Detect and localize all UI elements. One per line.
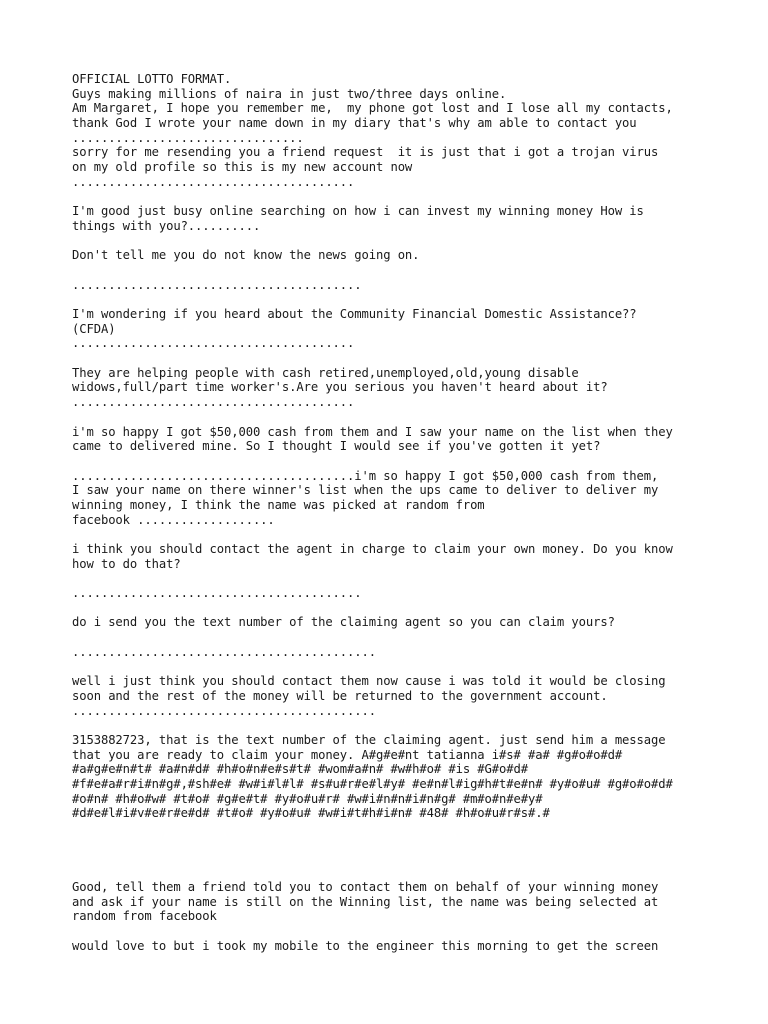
text-line: Guys making millions of naira in just two/three days online. — [72, 86, 507, 101]
text-line: I'm good just busy online searching on how i can invest my winning money How is — [72, 204, 644, 219]
blank-line — [72, 234, 712, 249]
text-line: .......................................... — [72, 644, 376, 659]
text-line: #f#e#a#r#i#n#g#,#sh#e# #w#i#l#l# #s#u#r#e#l#y# #e#n#l#ig#h#t#e#n# #y#o#u# #g#o#o#d# — [72, 777, 673, 791]
text-line: .......................................i'm so happy I got $50,000 cash from them, — [72, 468, 659, 483]
text-line: I'm wondering if you heard about the Community Financial Domestic Assistance?? — [72, 307, 637, 321]
text-line: #d#e#l#i#v#e#r#e#d# #t#o# #y#o#u# #w#i#t#h#i#n# #48# #h#o#u#r#s#.# — [72, 806, 550, 821]
blank-line — [72, 924, 712, 939]
blank-line — [72, 527, 712, 542]
text-line: i'm so happy I got $50,000 cash from them and I saw your name on the list when they — [72, 424, 673, 439]
text-line: on my old profile so this is my new account now — [72, 160, 413, 175]
text-line: would love to but i took my mobile to the engineer this morning to get the screen — [72, 938, 659, 953]
text-line: ....................................... — [72, 336, 355, 351]
text-line: came to delivered mine. So I thought I would see if you've gotten it yet? — [72, 439, 601, 454]
text-line: and ask if your name is still on the Winning list, the name was being selected at — [72, 894, 659, 909]
text-line: sorry for me resending you a friend request it is just that i got a trojan virus — [72, 145, 659, 160]
blank-line — [72, 660, 712, 675]
text-line: facebook ................... — [72, 512, 275, 527]
blank-line — [72, 836, 712, 851]
blank-line — [72, 821, 712, 836]
text-line: ........................................ — [72, 586, 362, 601]
text-line: They are helping people with cash retired,unemployed,old,young disable — [72, 365, 579, 380]
text-line: ................................ — [72, 130, 304, 145]
blank-line — [72, 850, 712, 865]
blank-line — [72, 718, 712, 733]
blank-line — [72, 263, 712, 278]
text-line: #a#g#e#n#t# #a#n#d# #h#o#n#e#s#t# #wom#a#n# #w#h#o# #is #G#o#d# — [72, 762, 528, 777]
text-line: soon and the rest of the money will be returned to the government account. — [72, 688, 608, 703]
text-line: that you are ready to claim your money. A#g#e#nt tatianna i#s# #a# #g#o#o#d# — [72, 747, 623, 762]
blank-line — [72, 190, 712, 205]
text-line: I saw your name on there winner's list when the ups came to deliver to deliver my — [72, 483, 659, 498]
text-line: #o#n# #h#o#w# #t#o# #g#e#t# #y#o#u#r# #w#i#n#n#i#n#g# #m#o#n#e#y# — [72, 791, 543, 806]
blank-line — [72, 351, 712, 366]
blank-line — [72, 454, 712, 469]
text-line: ....................................... — [72, 174, 355, 189]
text-line: do i send you the text number of the claiming agent so you can claim yours? — [72, 615, 615, 630]
blank-line — [72, 630, 712, 645]
text-line: things with you?.......... — [72, 218, 261, 233]
text-line: random from facebook — [72, 909, 217, 924]
text-line: .......................................... — [72, 703, 376, 718]
text-line: Good, tell them a friend told you to contact them on behalf of your winning money — [72, 879, 659, 894]
text-line: ....................................... — [72, 395, 355, 410]
document-body — [72, 72, 712, 953]
blank-line — [72, 292, 712, 307]
blank-line — [72, 865, 712, 880]
text-line: widows,full/part time worker's.Are you serious you haven't heard about it? — [72, 380, 608, 395]
text-line: OFFICIAL LOTTO FORMAT. — [72, 72, 232, 86]
blank-line — [72, 410, 712, 425]
text-line: thank God I wrote your name down in my diary that's why am able to contact you — [72, 116, 637, 131]
text-line: Am Margaret, I hope you remember me, my phone got lost and I lose all my contacts, — [72, 101, 673, 116]
text-line: 3153882723, that is the text number of the claiming agent. just send him a message — [72, 732, 666, 747]
text-line: (CFDA) — [72, 321, 116, 336]
text-line: winning money, I think the name was picked at random from — [72, 497, 485, 512]
text-line: ........................................ — [72, 277, 362, 292]
blank-line — [72, 601, 712, 616]
text-line: i think you should contact the agent in charge to claim your own money. Do you know — [72, 542, 673, 556]
text-line: well i just think you should contact them now cause i was told it would be closing — [72, 674, 666, 689]
blank-line — [72, 571, 712, 586]
text-line: how to do that? — [72, 556, 181, 571]
text-line: Don't tell me you do not know the news going on. — [72, 248, 420, 263]
